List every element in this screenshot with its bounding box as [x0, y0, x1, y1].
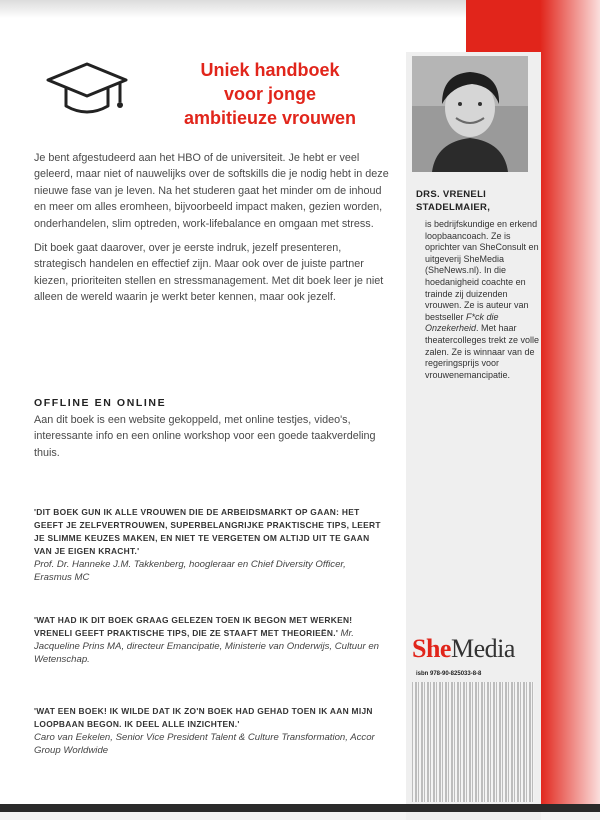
- bottom-edge: [0, 804, 600, 812]
- intro-text: [34, 150, 394, 314]
- author-name-line1: DRS. VRENELI: [416, 189, 487, 200]
- quote-2-source: Mr. Jacqueline Prins MA, directeur Emancipatie, Ministerie van Onderwijs, Cultuur en Wetenschap.: [34, 628, 379, 665]
- quote-1: [34, 506, 384, 584]
- author-bio-book-title: F*ck die Onzekerheid: [425, 311, 499, 334]
- logo-media: Media: [450, 634, 515, 663]
- author-name: [416, 188, 536, 214]
- quote-3: [34, 705, 384, 757]
- author-bio: [425, 219, 543, 381]
- author-name-line2: STADELMAIER,: [416, 202, 491, 213]
- headline: [140, 58, 400, 130]
- quote-2: [34, 614, 384, 666]
- section-title: OFFLINE EN ONLINE: [34, 397, 167, 409]
- author-photo: [412, 56, 528, 172]
- quote-1-text: 'DIT BOEK GUN IK ALLE VROUWEN DIE DE ARBEIDSMARKT OP GAAN: HET GEEFT JE ZELFVERTROUWEN, SUPERBELANGRIJKE PRAKTISCHE TIPS, LEERT JE SLIMME KEUZES MAKEN, EN NIET TE VERGETEN OM ALTIJD UIT TE GAAN VAN JE EIGEN KRACHT.': [34, 507, 381, 556]
- author-bio-part2: . Met haar theatercolleges trekt ze volle zalen. Ze is winnaar van de regeringsprijs voor vrouwenemancipatie.: [425, 323, 540, 380]
- quote-2-text: 'WAT HAD IK DIT BOEK GRAAG GELEZEN TOEN IK BEGON MET WERKEN! VRENELI GEEFT PRAKTISCHE TIPS, DIE ZE STAAFT MET THEORIEËN.': [34, 615, 353, 638]
- barcode: [412, 682, 534, 802]
- author-name-line2-text: STADELMAIER: [416, 202, 488, 213]
- section-body: Aan dit boek is een website gekoppeld, met online testjes, video's, interessante info en een online workshop voor een goede taakverdeling thuis.: [34, 414, 376, 459]
- shemedia-logo: [412, 634, 515, 664]
- top-shadow: [0, 0, 470, 18]
- author-bio-part1: is bedrijfskundige en erkend loopbaancoach. Ze is oprichter van SheConsult en uitgeverij SheMedia (SheNews.nl). In die hoedanigheid coachte en trainde zij duizenden vrouwen. Ze is auteur van bestseller: [425, 219, 539, 322]
- quote-3-source: Caro van Eekelen, Senior Vice President Talent & Culture Transformation, Accor Group Worldwide: [34, 732, 375, 756]
- isbn-number: isbn 978-90-825033-8-8: [416, 671, 482, 677]
- graduation-cap-icon: [44, 58, 130, 122]
- intro-paragraph-1: Je bent afgestudeerd aan het HBO of de universiteit. Je hebt er veel geleerd, maar niet of nauwelijks over de softskills die je nodig hebt in deze nieuwe fase van je leven. Na het studeren gaat het minder om de inhoud en meer om alles eromheen, bijvoorbeeld impact maken, gezien worden, onderhandelen, slim optreden, work-lifebalance en omgaan met stress.: [34, 152, 389, 230]
- logo-she: She: [412, 634, 451, 663]
- headline-line1: Uniek handboek: [200, 60, 340, 80]
- intro-paragraph-2: Dit boek gaat daarover, over je eerste indruk, jezelf presenteren, strategisch handelen en effectief zijn. Maar ook over de juiste partner kiezen, prioriteiten stellen en stressmanagement. Met dit boek leer je niet alleen de wereld waarin je werkt beter kennen, maar ook jezelf.: [34, 242, 384, 304]
- quote-1-source: Prof. Dr. Hanneke J.M. Takkenberg, hoogleraar en Chief Diversity Officer, Erasmus MC: [34, 559, 346, 583]
- red-band-fade: [540, 0, 600, 812]
- headline-line3: ambitieuze vrouwen: [183, 108, 357, 128]
- headline-line2: voor jonge: [223, 84, 316, 104]
- quote-3-text: 'WAT EEN BOEK! IK WILDE DAT IK ZO'N BOEK HAD GEHAD TOEN IK AAN MIJN LOOPBAAN BEGON. IK DEEL ALLE INZICHTEN.': [34, 706, 373, 729]
